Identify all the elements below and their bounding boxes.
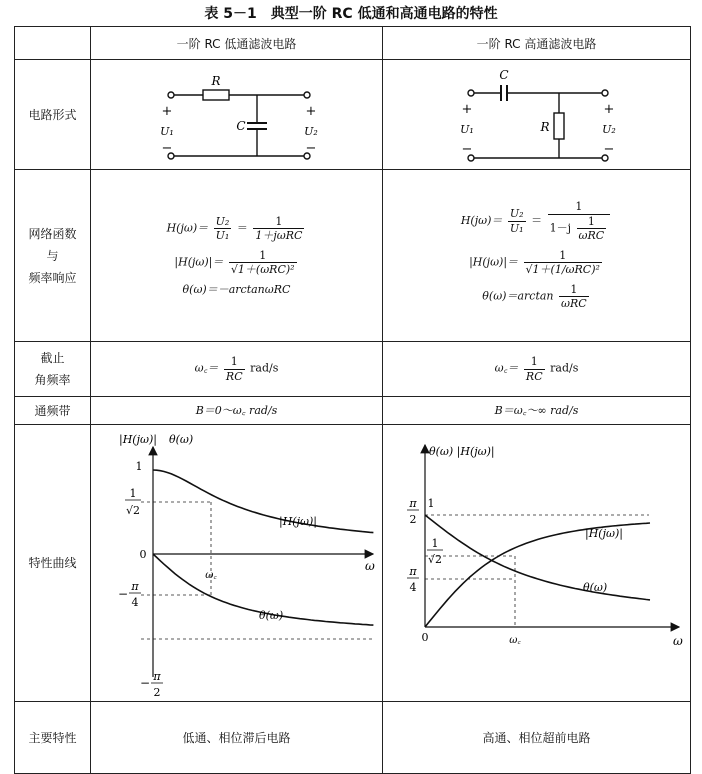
low-passband: B＝0～ω꜀ rad/s: [91, 397, 383, 425]
tick-inv-sqrt2-den: √2: [427, 553, 442, 566]
header-row: [15, 27, 691, 60]
low-pass-chart: [93, 427, 381, 699]
tick-pi2-num: π: [408, 497, 417, 510]
output-voltage-label: U₂: [303, 124, 318, 138]
low-pass-summary: 低通、相位滞后电路: [91, 702, 383, 774]
resistor-symbol: [554, 113, 564, 139]
tick-minus: −: [117, 587, 128, 601]
tick-1: 1: [427, 497, 434, 510]
high-phase-response: θ(ω)＝arctan $\frac{1}{\text{ωRC}}$: [482, 283, 587, 311]
phase-curve-label: θ(ω): [258, 609, 283, 622]
tick-minus: −: [139, 676, 150, 690]
label-line-1: 网络函数: [28, 226, 77, 241]
low-magnitude-response: |H(jω)|＝ $\frac{1}{\text{√1＋(ωRC)²}}$: [174, 248, 295, 277]
high-pass-chart-cell: [383, 425, 691, 702]
y-label-magnitude: |H(jω)|: [118, 433, 157, 446]
table-title: 表 5－1 典型一阶 RC 低通和高通电路的特性: [204, 6, 498, 22]
magnitude-curve-label: |H(jω)|: [278, 515, 317, 528]
label-line-3: 频率响应: [28, 270, 77, 285]
tick-inv-sqrt2-den: √2: [125, 504, 140, 517]
tick-wc: ω꜀: [204, 570, 217, 581]
characteristics-table: [14, 26, 691, 774]
low-pass-formulas: [91, 170, 383, 342]
input-voltage-label: U₁: [459, 122, 474, 136]
network-function-row: [15, 170, 691, 342]
tick-inv-sqrt2-num: 1: [431, 537, 438, 550]
capacitor-label: C: [235, 118, 246, 133]
x-label: ω: [364, 559, 375, 573]
resistor-label: R: [539, 119, 550, 134]
output-plus: +: [603, 101, 614, 117]
label-line-2: 与: [46, 248, 59, 263]
terminal-in-top: [168, 92, 174, 98]
high-pass-chart: [387, 427, 687, 699]
passband-row-label: 通频带: [15, 397, 91, 425]
tick-1: 1: [135, 460, 142, 473]
magnitude-curve: [153, 470, 373, 533]
input-voltage-label: U₁: [159, 124, 174, 138]
input-plus: +: [161, 103, 172, 119]
output-plus: +: [305, 103, 316, 119]
network-function-row-label: [15, 170, 91, 342]
high-pass-circuit-diagram: [437, 65, 637, 165]
tick-0: 0: [139, 548, 146, 561]
y-label: θ(ω) |H(jω)|: [428, 445, 495, 458]
tick-pi4-den: 4: [409, 581, 416, 594]
low-transfer-function: H(jω)＝ $\frac{\text{U₂}}{\text{U₁}}$ ＝ $\frac{1}{\text{1＋jωRC}}$: [166, 214, 303, 242]
tick-0: 0: [421, 631, 428, 644]
high-transfer-function: H(jω)＝ $\frac{\text{U₂}}{\text{U₁}}$ ＝ 1 1－j $\frac{1}{\text{ωRC}}$: [383, 200, 690, 242]
high-pass-header: 一阶 RC 高通滤波电路: [383, 27, 691, 60]
output-minus: −: [603, 141, 614, 157]
passband-row: [15, 397, 691, 425]
low-cutoff-formula: ω꜀＝ $\frac{1}{RC}$ rad/s: [91, 342, 383, 397]
cutoff-row-label: 截止 角频率: [15, 342, 91, 397]
circuit-row: [15, 60, 691, 170]
low-pass-circuit-cell: [91, 60, 383, 170]
tick-pi4-num: π: [408, 565, 417, 578]
output-minus: −: [305, 140, 316, 156]
high-magnitude-response: |H(jω)|＝ $\frac{1}{\text{√1＋(1/ωRC)²}}$: [469, 248, 600, 277]
magnitude-curve-label: |H(jω)|: [584, 527, 623, 540]
main-characteristics-label: 主要特性: [15, 702, 91, 774]
output-voltage-label: U₂: [601, 122, 616, 136]
curve-row: [15, 425, 691, 702]
tick-pi2-den: 2: [153, 686, 160, 699]
high-pass-circuit-cell: [383, 60, 691, 170]
low-pass-chart-cell: [91, 425, 383, 702]
input-minus: −: [161, 140, 172, 156]
high-passband: B＝ω꜀～∞ rad/s: [383, 397, 691, 425]
circuit-row-label: 电路形式: [15, 60, 91, 170]
cutoff-row: [15, 342, 691, 397]
terminal-out-top: [304, 92, 310, 98]
high-pass-formulas: [383, 170, 691, 342]
low-pass-header: 一阶 RC 低通滤波电路: [91, 27, 383, 60]
y-label-phase: θ(ω): [168, 433, 193, 446]
high-pass-summary: 高通、相位超前电路: [383, 702, 691, 774]
tick-inv-sqrt2-num: 1: [129, 487, 136, 500]
tick-pi4-den: 4: [131, 596, 138, 609]
tick-pi2-den: 2: [409, 513, 416, 526]
tick-wc: ω꜀: [508, 635, 521, 646]
high-cutoff-formula: ω꜀＝ $\frac{1}{RC}$ rad/s: [383, 342, 691, 397]
main-characteristics-row: [15, 702, 691, 774]
resistor-label: R: [210, 73, 221, 88]
tick-pi4-num: π: [130, 580, 139, 593]
low-phase-response: θ(ω)＝－arctanωRC: [182, 283, 291, 297]
corner-cell: [15, 27, 91, 60]
input-plus: +: [461, 101, 472, 117]
low-pass-circuit-diagram: [137, 65, 337, 165]
capacitor-label: C: [498, 67, 509, 82]
phase-curve-label: θ(ω): [582, 581, 607, 594]
x-label: ω: [672, 634, 683, 648]
input-minus: −: [461, 141, 472, 157]
tick-pi2-num: π: [152, 670, 161, 683]
curve-row-label: 特性曲线: [15, 425, 91, 702]
resistor-symbol: [203, 90, 229, 100]
